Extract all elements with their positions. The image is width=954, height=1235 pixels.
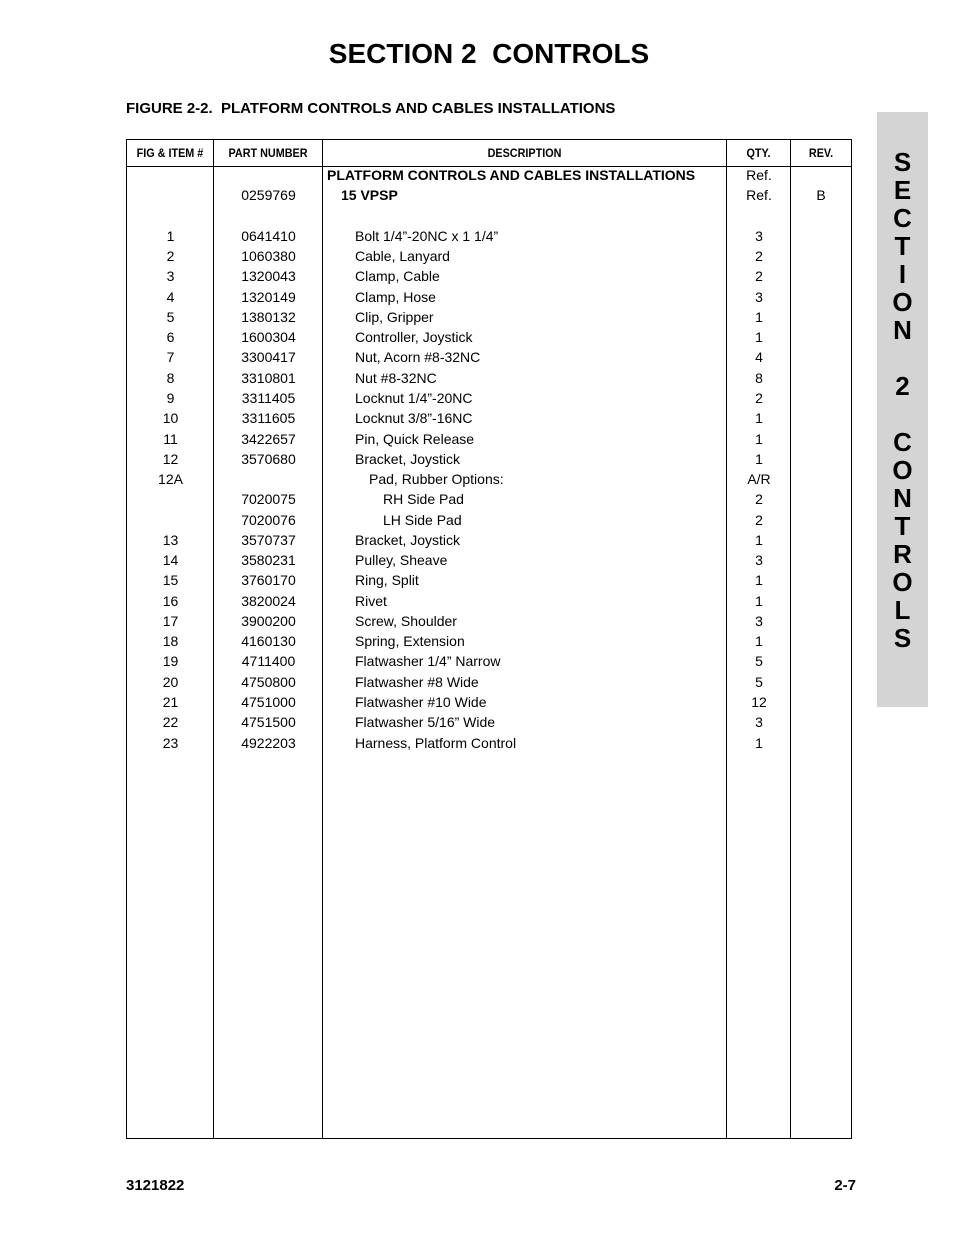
quantity-cell: 1 (755, 593, 763, 609)
table-row (127, 651, 851, 671)
part-number-cell: 1600304 (241, 329, 296, 345)
tab-letter: O (892, 455, 913, 485)
item-number-cell: 19 (162, 653, 179, 669)
section-tab (877, 112, 928, 707)
quantity-cell: 3 (755, 552, 763, 568)
description-cell: Clip, Gripper (355, 309, 434, 325)
table-row (127, 530, 851, 550)
quantity-cell: 1 (755, 451, 763, 467)
description-cell: 15 VPSP (341, 187, 398, 203)
table-row (127, 733, 851, 753)
table-row (127, 570, 851, 590)
tab-letter: C (893, 203, 912, 233)
item-number-cell: 20 (162, 674, 179, 690)
tab-letter: E (893, 175, 912, 205)
quantity-cell: 1 (755, 410, 763, 426)
quantity-cell: 4 (755, 349, 763, 365)
part-number-cell: 3900200 (241, 613, 296, 629)
tab-letter: S (893, 147, 912, 177)
description-cell: Harness, Platform Control (355, 735, 517, 751)
quantity-cell: 3 (755, 613, 763, 629)
header-qty: QTY. (746, 146, 771, 160)
part-number-cell: 4160130 (241, 633, 296, 649)
description-cell: Ring, Split (355, 572, 419, 588)
item-number-cell: 9 (166, 390, 175, 406)
part-number-cell: 1320043 (241, 268, 296, 284)
item-number-cell: 17 (162, 613, 179, 629)
table-row (127, 469, 851, 489)
tab-letter: O (892, 287, 913, 317)
description-cell: Bracket, Joystick (355, 532, 461, 548)
page-number: 2-7 (834, 1177, 856, 1194)
quantity-cell: 1 (755, 633, 763, 649)
quantity-cell: 1 (755, 735, 763, 751)
item-number-cell: 15 (162, 572, 179, 588)
quantity-cell: 2 (755, 248, 763, 264)
description-cell: Bolt 1/4”-20NC x 1 1/4” (355, 228, 499, 244)
tab-letter: T (894, 231, 911, 261)
table-row (127, 672, 851, 692)
quantity-cell: 1 (755, 309, 763, 325)
table-row (127, 347, 851, 367)
part-number-cell: 3311405 (241, 390, 296, 406)
tab-letter: C (893, 427, 912, 457)
part-number-cell: 3300417 (241, 349, 296, 365)
description-cell: Controller, Joystick (355, 329, 473, 345)
item-number-cell: 16 (162, 593, 179, 609)
item-number-cell: 4 (166, 289, 175, 305)
description-cell: Pad, Rubber Options: (369, 471, 504, 487)
description-cell: RH Side Pad (383, 491, 464, 507)
item-number-cell: 7 (166, 349, 175, 365)
description-cell: Pulley, Sheave (355, 552, 448, 568)
description-cell: Flatwasher #8 Wide (355, 674, 479, 690)
quantity-cell: 3 (755, 714, 763, 730)
part-number-cell: 4711400 (241, 653, 296, 669)
table-row (127, 287, 851, 307)
item-number-cell: 22 (162, 714, 179, 730)
table-row (127, 591, 851, 611)
description-cell: Bracket, Joystick (355, 451, 461, 467)
header-part-number: PART NUMBER (228, 146, 308, 160)
item-number-cell: 10 (162, 410, 179, 426)
item-number-cell: 18 (162, 633, 179, 649)
table-row (127, 611, 851, 631)
table-row (127, 449, 851, 469)
table-row (127, 429, 851, 449)
part-number-cell: 7020076 (241, 512, 296, 528)
quantity-cell: 5 (755, 674, 763, 690)
section-title: SECTION 2 CONTROLS (328, 38, 650, 69)
item-number-cell: 12A (158, 471, 183, 487)
part-number-cell: 4750800 (241, 674, 296, 690)
part-number-cell: 7020075 (241, 491, 296, 507)
tab-letter: L (894, 595, 911, 625)
quantity-cell: 2 (755, 268, 763, 284)
item-number-cell: 11 (163, 431, 178, 447)
tab-letter: T (894, 511, 911, 541)
description-cell: Screw, Shoulder (355, 613, 457, 629)
quantity-cell: 12 (751, 694, 767, 710)
table-row (127, 510, 851, 530)
quantity-cell: Ref. (746, 187, 772, 203)
quantity-cell: 2 (755, 390, 763, 406)
table-row (127, 327, 851, 347)
quantity-cell: A/R (747, 471, 771, 487)
description-cell: Locknut 3/8”-16NC (355, 410, 473, 426)
figure-title: FIGURE 2-2. PLATFORM CONTROLS AND CABLES INSTALLATIONS (126, 100, 616, 117)
tab-letter: N (893, 315, 912, 345)
description-cell: Flatwasher 1/4” Narrow (355, 653, 501, 669)
quantity-cell: 1 (755, 532, 763, 548)
part-number-cell: 1380132 (241, 309, 296, 325)
description-cell: Nut #8-32NC (355, 370, 437, 386)
part-number-cell: 3570737 (241, 532, 296, 548)
parts-table (126, 139, 852, 1139)
item-number-cell: 8 (166, 370, 175, 386)
header-description: DESCRIPTION (487, 146, 562, 160)
table-row (127, 692, 851, 712)
table-row (127, 246, 851, 266)
description-cell: Pin, Quick Release (355, 431, 475, 447)
table-row (127, 165, 851, 185)
item-number-cell: 5 (166, 309, 175, 325)
description-cell: Flatwasher 5/16” Wide (355, 714, 496, 730)
description-cell: Locknut 1/4”-20NC (355, 390, 473, 406)
item-number-cell: 2 (166, 248, 175, 264)
table-row (127, 550, 851, 570)
part-number-cell: 0259769 (241, 187, 296, 203)
table-row (127, 307, 851, 327)
item-number-cell: 3 (166, 268, 175, 284)
table-row (127, 266, 851, 286)
tab-letter: N (893, 483, 912, 513)
quantity-cell: 1 (755, 329, 763, 345)
table-row (127, 631, 851, 651)
part-number-cell: 4922203 (241, 735, 296, 751)
quantity-cell: 2 (755, 491, 763, 507)
part-number-cell: 1060380 (241, 248, 296, 264)
description-cell: Nut, Acorn #8-32NC (355, 349, 481, 365)
item-number-cell: 12 (162, 451, 179, 467)
tab-letter: O (892, 567, 913, 597)
part-number-cell: 4751500 (241, 714, 296, 730)
tab-letter: I (898, 259, 907, 289)
quantity-cell: 3 (755, 289, 763, 305)
quantity-cell: 3 (755, 228, 763, 244)
part-number-cell: 3422657 (241, 431, 296, 447)
tab-letter: R (893, 539, 912, 569)
table-row (127, 368, 851, 388)
item-number-cell: 21 (162, 694, 179, 710)
description-cell: Cable, Lanyard (355, 248, 450, 264)
quantity-cell: 2 (755, 512, 763, 528)
table-row (127, 408, 851, 428)
part-number-cell: 3311605 (241, 410, 296, 426)
part-number-cell: 4751000 (241, 694, 296, 710)
description-cell: Clamp, Hose (355, 289, 436, 305)
description-cell: PLATFORM CONTROLS AND CABLES INSTALLATIONS (327, 167, 696, 183)
item-number-cell: 23 (162, 735, 179, 751)
table-row (127, 388, 851, 408)
revision-cell: B (816, 187, 826, 203)
description-cell: Rivet (355, 593, 387, 609)
header-rev: REV. (808, 146, 834, 160)
part-number-cell: 0641410 (241, 228, 296, 244)
item-number-cell: 6 (166, 329, 175, 345)
description-cell: Clamp, Cable (355, 268, 440, 284)
table-row (127, 712, 851, 732)
tab-letter: S (893, 623, 912, 653)
part-number-cell: 3760170 (241, 572, 296, 588)
header-fig-item: FIG & ITEM # (136, 146, 204, 160)
part-number-cell: 1320149 (241, 289, 296, 305)
part-number-cell: 3580231 (241, 552, 296, 568)
part-number-cell: 3820024 (241, 593, 296, 609)
quantity-cell: 1 (755, 431, 763, 447)
quantity-cell: 5 (755, 653, 763, 669)
description-cell: Flatwasher #10 Wide (355, 694, 487, 710)
quantity-cell: 8 (755, 370, 763, 386)
table-row (127, 185, 851, 205)
table-row (127, 489, 851, 509)
item-number-cell: 13 (162, 532, 179, 548)
item-number-cell: 14 (162, 552, 179, 568)
quantity-cell: 1 (755, 572, 763, 588)
part-number-cell: 3570680 (241, 451, 296, 467)
table-row (127, 226, 851, 246)
description-cell: Spring, Extension (355, 633, 465, 649)
part-number-cell: 3310801 (241, 370, 296, 386)
tab-letter: 2 (895, 371, 910, 401)
quantity-cell: Ref. (746, 167, 772, 183)
description-cell: LH Side Pad (383, 512, 462, 528)
item-number-cell: 1 (166, 228, 175, 244)
document-number: 3121822 (126, 1177, 185, 1194)
